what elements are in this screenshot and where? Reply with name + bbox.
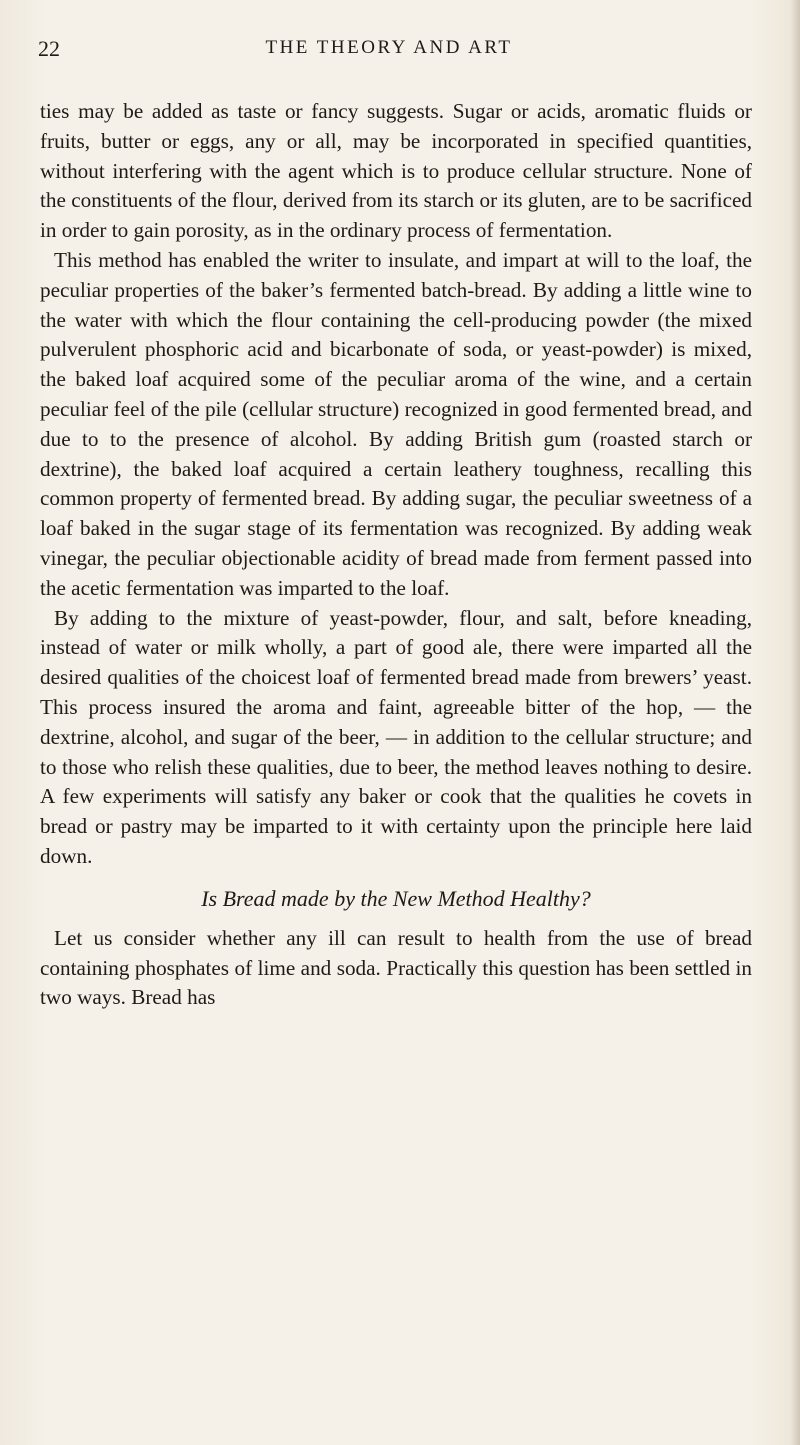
page-number: 22 — [38, 36, 60, 61]
paragraph-health-question: Let us consider whether any ill can result to health from the use of bread containing phosphates of lime and soda. Practically this question has been settled in two ways. Bread has — [40, 925, 752, 1010]
section-heading: Is Bread made by the New Method Healthy? — [201, 885, 591, 911]
paragraph-insulate-method: This method has enabled the writer to insulate, and impart at will to the loaf, the peculiar properties of the baker’s fermented batch-bread. By adding a little wine to the water with which the flour containing the cell-producing powder (the mixed pulverulent phosphoric acid and bicarbonate of soda, or yeast-powder) is mixed, the baked loaf acquired some of the peculiar aroma of the wine, and a certain peculiar feel of the pile (cellular structure) recognized in good fermented bread, and due to to the presence of alcohol. By adding British gum (roasted starch or dextrine), the baked loaf acquired a certain leathery toughness, recalling this common property of fermented bread. By adding sugar, the peculiar sweetness of a loaf baked in the sugar stage of its fermentation was recognized. By adding weak vinegar, the peculiar objectionable acidity of bread made from ferment passed into the acetic fermentation was imparted to the loaf. — [40, 247, 752, 600]
body-text — [40, 97, 752, 1013]
running-head — [38, 36, 740, 66]
paragraph-ale-method: By adding to the mixture of yeast-powder, flour, and salt, before kneading, instead of water or milk wholly, a part of good ale, there were imparted all the desired qualities of the choicest loaf of fermented bread made from brewers’ yeast. This process insured the aroma and faint, agreeable bitter of the hop, — the dextrine, alcohol, and sugar of the beer, — in addition to the cellular structure; and to those who relish these qualities, due to beer, the method leaves nothing to desire. A few experiments will satisfy any baker or cook that the qualities he covets in bread or pastry may be imparted to it with certainty upon the principle here laid down. — [40, 605, 752, 868]
page-edge-shadow — [790, 0, 800, 1445]
paragraph-continuation: ties may be added as taste or fancy suggests. Sugar or acids, aromatic fluids or fruits, butter or eggs, any or all, may be incorporated in specified quantities, without interfering with the agent which is to produce cellular structure. None of the constituents of the flour, derived from its starch or its gluten, are to be sacrificed in order to gain porosity, as in the ordinary process of fermentation. — [40, 99, 752, 243]
running-title: THE THEORY AND ART — [265, 37, 513, 58]
